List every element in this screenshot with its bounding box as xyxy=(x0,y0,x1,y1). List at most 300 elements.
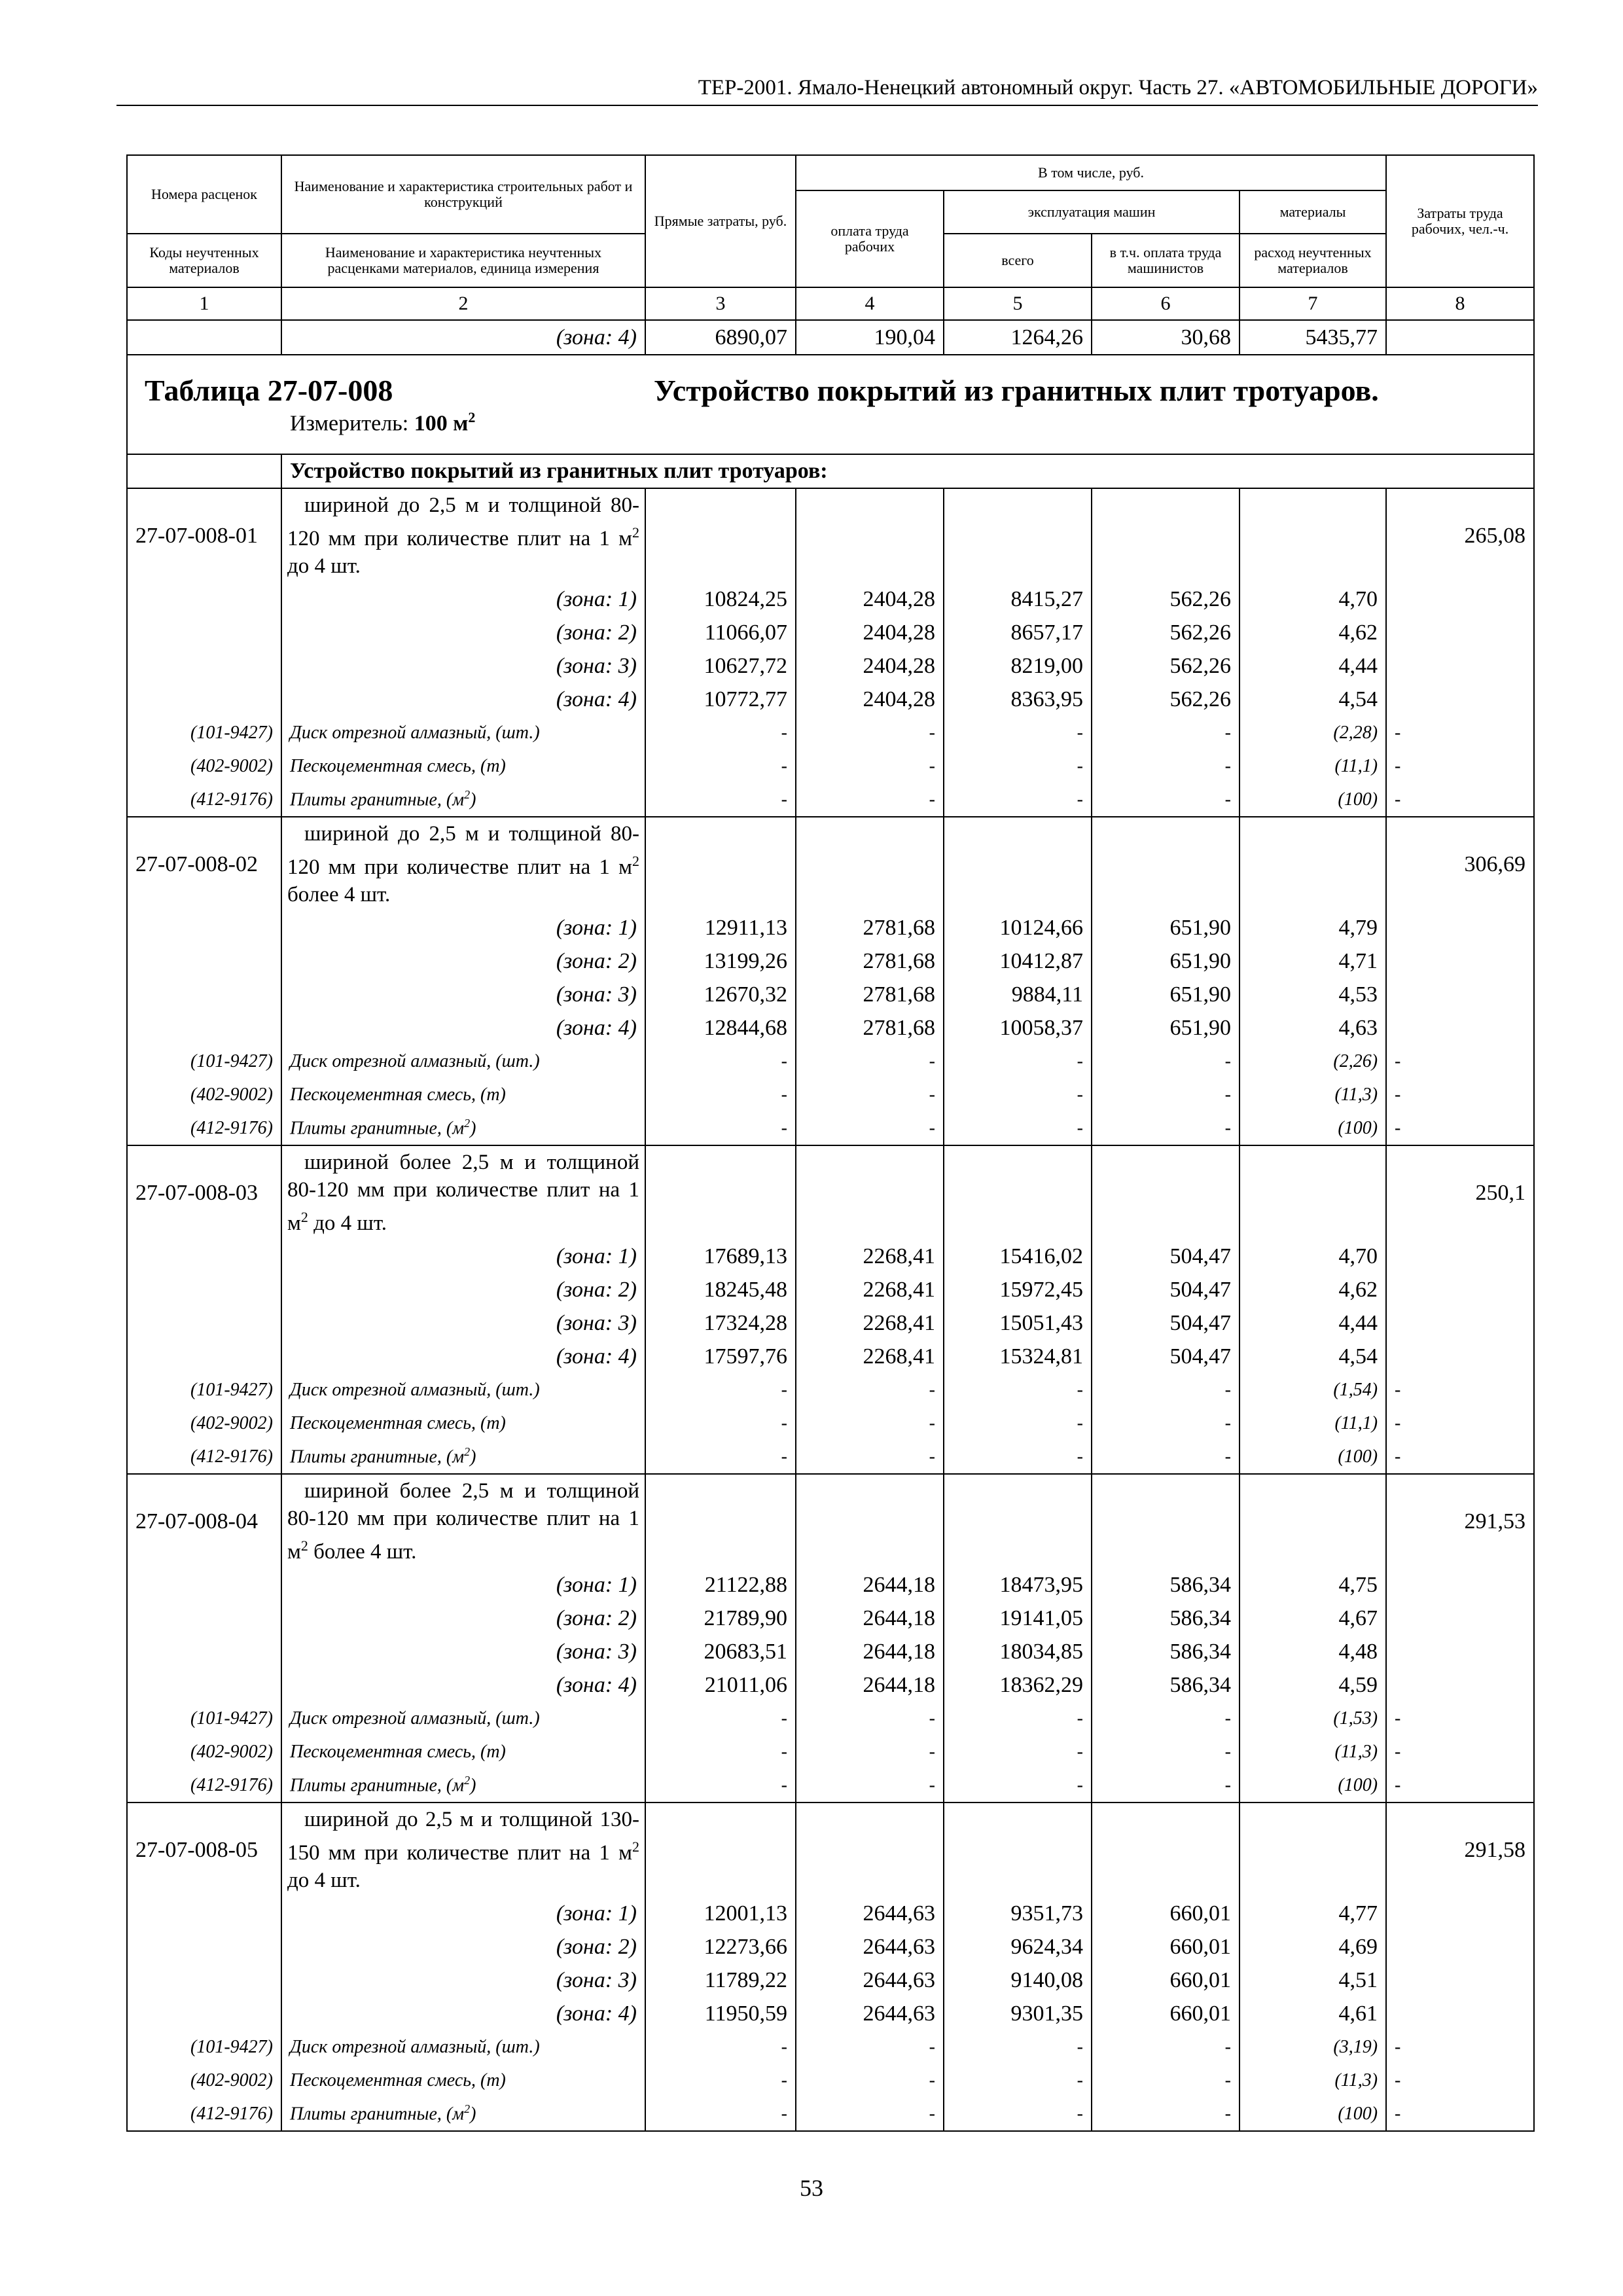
col-head-material-name: Наименование и характеристика неучтенных расценками материалов, единица измерения xyxy=(281,234,645,287)
dash-cell: - xyxy=(796,2064,944,2097)
material-name-text: ) xyxy=(470,1118,476,1139)
material-row xyxy=(127,1768,1534,1803)
empty-cell xyxy=(1092,1803,1240,1897)
labor-pay-value: 2268,41 xyxy=(796,1273,944,1306)
page-number: 53 xyxy=(800,2175,823,2201)
material-name-text: Пескоцементная смесь, (т) xyxy=(290,1741,506,1762)
material-name-text: Пескоцементная смесь, (т) xyxy=(290,1084,506,1105)
machinists-pay-value: 586,34 xyxy=(1092,1568,1240,1602)
empty-cell xyxy=(1386,1635,1534,1668)
empty-cell xyxy=(127,649,281,683)
material-name xyxy=(281,1078,645,1111)
rate-row xyxy=(127,1803,1534,1897)
material-quantity: (100) xyxy=(1240,2097,1386,2131)
labor-pay-value: 2404,28 xyxy=(796,583,944,616)
zone-label: (зона: 2) xyxy=(281,944,645,978)
empty-cell xyxy=(944,1803,1092,1897)
materials-value: 4,44 xyxy=(1240,1306,1386,1340)
empty-cell xyxy=(1386,583,1534,616)
description-text: до 4 шт. xyxy=(287,1869,361,1892)
direct-costs-value: 11066,07 xyxy=(645,616,796,649)
material-row xyxy=(127,1702,1534,1735)
empty-cell xyxy=(645,1145,796,1240)
dash-cell: - xyxy=(796,1768,944,1803)
dash-cell: - xyxy=(944,1045,1092,1078)
material-row xyxy=(127,2097,1534,2131)
labor-pay-value: 2644,18 xyxy=(796,1635,944,1668)
rate-code: 27-07-008-05 xyxy=(127,1803,281,1897)
dash-cell: - xyxy=(796,1045,944,1078)
labor-pay-value: 2781,68 xyxy=(796,944,944,978)
zone-row xyxy=(127,1668,1534,1702)
materials-value: 4,63 xyxy=(1240,1011,1386,1045)
rate-description xyxy=(281,1474,645,1568)
material-name-text: Диск отрезной алмазный, (шт.) xyxy=(290,1379,540,1400)
dash-cell: - xyxy=(944,1111,1092,1145)
material-quantity: (100) xyxy=(1240,1768,1386,1803)
dash-cell: - xyxy=(796,1440,944,1474)
zone-label: (зона: 1) xyxy=(281,1568,645,1602)
zone-label: (зона: 4) xyxy=(281,320,645,355)
dash-cell: - xyxy=(796,2030,944,2064)
table-title-cell xyxy=(127,355,1534,454)
dash-cell: - xyxy=(1386,1768,1534,1803)
zone-row xyxy=(127,683,1534,716)
dash-cell: - xyxy=(645,1111,796,1145)
machines-total-value: 9301,35 xyxy=(944,1997,1092,2030)
material-row xyxy=(127,1735,1534,1768)
machines-total-value: 18473,95 xyxy=(944,1568,1092,1602)
zone-label: (зона: 4) xyxy=(281,1340,645,1373)
material-row xyxy=(127,2030,1534,2064)
empty-cell xyxy=(1240,488,1386,583)
materials-value: 4,70 xyxy=(1240,1240,1386,1273)
dash-cell: - xyxy=(1386,716,1534,749)
machinists-pay-value: 651,90 xyxy=(1092,1011,1240,1045)
rate-description-text xyxy=(287,820,639,908)
material-quantity: (11,1) xyxy=(1240,749,1386,783)
dash-cell: - xyxy=(645,1702,796,1735)
description-sup: 2 xyxy=(632,524,639,541)
empty-cell xyxy=(796,488,944,583)
column-number: 8 xyxy=(1386,287,1534,320)
col-head-machines: эксплуатация машин xyxy=(944,190,1240,234)
machines-total-value: 9624,34 xyxy=(944,1930,1092,1964)
material-quantity: (11,3) xyxy=(1240,1735,1386,1768)
labor-hours-value: 306,69 xyxy=(1386,817,1534,911)
rate-code: 27-07-008-04 xyxy=(127,1474,281,1568)
dash-cell: - xyxy=(944,1407,1092,1440)
material-name-text: Диск отрезной алмазный, (шт.) xyxy=(290,722,540,743)
empty-cell xyxy=(1386,1897,1534,1930)
column-number: 6 xyxy=(1092,287,1240,320)
table-number: Таблица 27-07-008 xyxy=(145,373,393,407)
material-code: (402-9002) xyxy=(127,1078,281,1111)
direct-costs-value: 21122,88 xyxy=(645,1568,796,1602)
materials-value: 4,62 xyxy=(1240,1273,1386,1306)
description-sup: 2 xyxy=(632,1839,639,1855)
material-code: (412-9176) xyxy=(127,1768,281,1803)
materials-value: 4,44 xyxy=(1240,649,1386,683)
zone-row xyxy=(127,1340,1534,1373)
rate-description-text xyxy=(287,1149,639,1237)
running-header: ТЕР-2001. Ямало-Ненецкий автономный округ. Часть 27. «АВТОМОБИЛЬНЫЕ ДОРОГИ» xyxy=(116,73,1538,106)
empty-cell xyxy=(127,1240,281,1273)
zone-row xyxy=(127,583,1534,616)
rate-code: 27-07-008-03 xyxy=(127,1145,281,1240)
empty-cell xyxy=(645,488,796,583)
material-name-text: ) xyxy=(470,1775,476,1796)
materials-value: 4,79 xyxy=(1240,911,1386,944)
material-name-text: ) xyxy=(470,789,476,810)
dash-cell: - xyxy=(645,1373,796,1407)
machinists-pay-value: 660,01 xyxy=(1092,1897,1240,1930)
dash-cell: - xyxy=(645,1045,796,1078)
direct-costs-value: 11789,22 xyxy=(645,1964,796,1997)
dash-cell: - xyxy=(1386,1735,1534,1768)
material-name xyxy=(281,1440,645,1474)
rate-row xyxy=(127,488,1534,583)
empty-cell xyxy=(127,1964,281,1997)
machines-total-value: 19141,05 xyxy=(944,1602,1092,1635)
zone-row xyxy=(127,1273,1534,1306)
dash-cell: - xyxy=(645,783,796,817)
zone-label: (зона: 4) xyxy=(281,1668,645,1702)
material-name-text: Плиты гранитные, (м xyxy=(290,789,465,810)
dash-cell: - xyxy=(1386,1045,1534,1078)
material-name-text: Диск отрезной алмазный, (шт.) xyxy=(290,2036,540,2057)
empty-cell xyxy=(1386,1568,1534,1602)
empty-cell xyxy=(127,1568,281,1602)
empty-cell xyxy=(796,1145,944,1240)
empty-cell xyxy=(1386,1964,1534,1997)
direct-costs-value: 13199,26 xyxy=(645,944,796,978)
rate-row xyxy=(127,1145,1534,1240)
empty-cell xyxy=(127,911,281,944)
machinists-pay-value: 504,47 xyxy=(1092,1240,1240,1273)
column-number: 7 xyxy=(1240,287,1386,320)
direct-costs-value: 10824,25 xyxy=(645,583,796,616)
description-text: шириной более 2,5 м и толщиной 80-120 мм при количестве плит на 1 м xyxy=(287,1151,639,1235)
table-title-row xyxy=(127,355,1534,454)
previous-table-last-row xyxy=(127,320,1534,355)
header-row-1 xyxy=(127,155,1534,190)
dash-cell: - xyxy=(645,2097,796,2131)
empty-cell xyxy=(1386,1997,1534,2030)
dash-cell: - xyxy=(645,1735,796,1768)
zone-row xyxy=(127,1997,1534,2030)
empty-cell xyxy=(1386,1240,1534,1273)
dash-cell: - xyxy=(796,716,944,749)
dash-cell: - xyxy=(1092,1735,1240,1768)
material-row xyxy=(127,1111,1534,1145)
empty-cell xyxy=(1386,1306,1534,1340)
material-code: (101-9427) xyxy=(127,716,281,749)
labor-pay-value: 2268,41 xyxy=(796,1340,944,1373)
empty-cell xyxy=(127,1997,281,2030)
machines-total-value: 15972,45 xyxy=(944,1273,1092,1306)
dash-cell: - xyxy=(1092,2030,1240,2064)
zone-row xyxy=(127,1568,1534,1602)
machines-total-value: 15051,43 xyxy=(944,1306,1092,1340)
dash-cell: - xyxy=(645,2064,796,2097)
dash-cell: - xyxy=(944,2097,1092,2131)
description-text: шириной более 2,5 м и толщиной 80-120 мм при количестве плит на 1 м xyxy=(287,1479,639,1564)
column-number: 5 xyxy=(944,287,1092,320)
zone-label: (зона: 2) xyxy=(281,1602,645,1635)
labor-pay-value: 2644,18 xyxy=(796,1668,944,1702)
rate-code: 27-07-008-02 xyxy=(127,817,281,911)
empty-cell xyxy=(796,1474,944,1568)
dash-cell: - xyxy=(1092,2097,1240,2131)
col-head-materials: материалы xyxy=(1240,190,1386,234)
rate-row xyxy=(127,817,1534,911)
machines-total-value: 9884,11 xyxy=(944,978,1092,1011)
machinists-pay-value: 586,34 xyxy=(1092,1635,1240,1668)
machines-total-value: 15324,81 xyxy=(944,1340,1092,1373)
empty-cell xyxy=(796,817,944,911)
direct-costs-value: 6890,07 xyxy=(645,320,796,355)
dash-cell: - xyxy=(645,1078,796,1111)
machinists-pay-value: 504,47 xyxy=(1092,1306,1240,1340)
section-title: Устройство покрытий из гранитных плит тротуаров: xyxy=(281,454,1534,488)
dash-cell: - xyxy=(1092,2064,1240,2097)
measure-label: Измеритель: xyxy=(290,411,409,436)
dash-cell: - xyxy=(796,1735,944,1768)
material-name-sup: 2 xyxy=(464,1445,471,1459)
material-row xyxy=(127,1440,1534,1474)
machinists-pay-value: 651,90 xyxy=(1092,911,1240,944)
empty-cell xyxy=(127,1011,281,1045)
zone-label: (зона: 4) xyxy=(281,1997,645,2030)
labor-pay-value: 2644,63 xyxy=(796,1930,944,1964)
empty-cell xyxy=(944,488,1092,583)
machines-total-value: 18034,85 xyxy=(944,1635,1092,1668)
empty-cell xyxy=(1386,911,1534,944)
material-quantity: (11,3) xyxy=(1240,1078,1386,1111)
material-code: (412-9176) xyxy=(127,783,281,817)
col-head-materials-unaccounted: расход неучтенных материалов xyxy=(1240,234,1386,287)
dash-cell: - xyxy=(1386,1373,1534,1407)
material-row xyxy=(127,2064,1534,2097)
machinists-pay-value: 562,26 xyxy=(1092,583,1240,616)
dash-cell: - xyxy=(944,2064,1092,2097)
labor-pay-value: 2404,28 xyxy=(796,649,944,683)
material-row xyxy=(127,1373,1534,1407)
col-head-machines-total: всего xyxy=(944,234,1092,287)
dash-cell: - xyxy=(645,749,796,783)
description-text: шириной до 2,5 м и толщиной 130-150 мм при количестве плит на 1 м xyxy=(287,1808,639,1865)
rate-description xyxy=(281,488,645,583)
column-number: 2 xyxy=(281,287,645,320)
empty-cell xyxy=(1386,616,1534,649)
material-row xyxy=(127,783,1534,817)
empty-cell xyxy=(127,1668,281,1702)
material-code: (412-9176) xyxy=(127,1111,281,1145)
dash-cell: - xyxy=(796,783,944,817)
empty-cell xyxy=(127,454,281,488)
labor-pay-value: 2404,28 xyxy=(796,683,944,716)
dash-cell: - xyxy=(944,1440,1092,1474)
zone-label: (зона: 2) xyxy=(281,1273,645,1306)
machinists-pay-value: 586,34 xyxy=(1092,1668,1240,1702)
dash-cell: - xyxy=(944,1735,1092,1768)
direct-costs-value: 12911,13 xyxy=(645,911,796,944)
empty-cell xyxy=(127,944,281,978)
empty-cell xyxy=(796,1803,944,1897)
description-sup: 2 xyxy=(300,1209,308,1225)
description-sup: 2 xyxy=(632,853,639,869)
labor-pay-value: 2644,63 xyxy=(796,1964,944,1997)
empty-cell xyxy=(944,1474,1092,1568)
table-name: Устройство покрытий из гранитных плит тротуаров. xyxy=(654,373,1379,407)
material-name xyxy=(281,1111,645,1145)
material-name-text: Пескоцементная смесь, (т) xyxy=(290,1412,506,1433)
rate-row xyxy=(127,1474,1534,1568)
rate-code: 27-07-008-01 xyxy=(127,488,281,583)
material-quantity: (2,28) xyxy=(1240,716,1386,749)
materials-value: 4,53 xyxy=(1240,978,1386,1011)
dash-cell: - xyxy=(1092,1702,1240,1735)
zone-label: (зона: 3) xyxy=(281,1964,645,1997)
zone-label: (зона: 1) xyxy=(281,1897,645,1930)
empty-cell xyxy=(127,583,281,616)
labor-pay-value: 2781,68 xyxy=(796,1011,944,1045)
rate-description-text xyxy=(287,1806,639,1894)
dash-cell: - xyxy=(1092,1111,1240,1145)
material-name-text: Плиты гранитные, (м xyxy=(290,1446,465,1467)
direct-costs-value: 17597,76 xyxy=(645,1340,796,1373)
col-head-direct-costs: Прямые затраты, руб. xyxy=(645,155,796,287)
direct-costs-value: 12273,66 xyxy=(645,1930,796,1964)
zone-label: (зона: 2) xyxy=(281,1930,645,1964)
material-name-sup: 2 xyxy=(464,2102,471,2116)
description-sup: 2 xyxy=(300,1537,308,1554)
direct-costs-value: 11950,59 xyxy=(645,1997,796,2030)
machines-total-value: 18362,29 xyxy=(944,1668,1092,1702)
column-numbers-row xyxy=(127,287,1534,320)
dash-cell: - xyxy=(1092,1045,1240,1078)
machines-total-value: 9351,73 xyxy=(944,1897,1092,1930)
empty-cell xyxy=(944,1145,1092,1240)
machinists-pay-value: 660,01 xyxy=(1092,1964,1240,1997)
materials-value: 4,71 xyxy=(1240,944,1386,978)
dash-cell: - xyxy=(1386,1111,1534,1145)
labor-pay-value: 2781,68 xyxy=(796,911,944,944)
zone-row xyxy=(127,1635,1534,1668)
measure-sup: 2 xyxy=(468,408,476,425)
dash-cell: - xyxy=(796,1702,944,1735)
zone-row xyxy=(127,1011,1534,1045)
material-name-text: Плиты гранитные, (м xyxy=(290,1775,465,1796)
empty-cell xyxy=(1386,1602,1534,1635)
dash-cell: - xyxy=(796,1111,944,1145)
material-code: (402-9002) xyxy=(127,1735,281,1768)
material-name-text: Плиты гранитные, (м xyxy=(290,1118,465,1139)
materials-value: 4,67 xyxy=(1240,1602,1386,1635)
zone-row xyxy=(127,1964,1534,1997)
empty-cell xyxy=(1092,817,1240,911)
empty-cell xyxy=(127,320,281,355)
materials-value: 4,59 xyxy=(1240,1668,1386,1702)
dash-cell: - xyxy=(1386,749,1534,783)
machinists-pay-value: 504,47 xyxy=(1092,1340,1240,1373)
labor-pay-value: 190,04 xyxy=(796,320,944,355)
rate-description xyxy=(281,1803,645,1897)
material-name xyxy=(281,1735,645,1768)
materials-value: 4,75 xyxy=(1240,1568,1386,1602)
rate-description-text xyxy=(287,1477,639,1566)
dash-cell: - xyxy=(1092,1373,1240,1407)
labor-hours-value: 291,53 xyxy=(1386,1474,1534,1568)
material-code: (101-9427) xyxy=(127,1702,281,1735)
col-head-work-name: Наименование и характеристика строительных работ и конструкций xyxy=(281,155,645,234)
labor-pay-value: 2644,18 xyxy=(796,1568,944,1602)
empty-cell xyxy=(944,817,1092,911)
description-text: до 4 шт. xyxy=(287,554,361,578)
column-number: 1 xyxy=(127,287,281,320)
material-name xyxy=(281,1045,645,1078)
empty-cell xyxy=(127,616,281,649)
zone-label: (зона: 3) xyxy=(281,649,645,683)
empty-cell xyxy=(127,1602,281,1635)
material-name xyxy=(281,2030,645,2064)
materials-value: 5435,77 xyxy=(1240,320,1386,355)
direct-costs-value: 12001,13 xyxy=(645,1897,796,1930)
zone-label: (зона: 1) xyxy=(281,911,645,944)
machinists-pay-value: 651,90 xyxy=(1092,978,1240,1011)
material-quantity: (2,26) xyxy=(1240,1045,1386,1078)
dash-cell: - xyxy=(944,2030,1092,2064)
material-name-text: Пескоцементная смесь, (т) xyxy=(290,755,506,776)
rate-description-text xyxy=(287,492,639,580)
material-name xyxy=(281,716,645,749)
empty-cell xyxy=(1386,1273,1534,1306)
direct-costs-value: 10772,77 xyxy=(645,683,796,716)
rate-description xyxy=(281,817,645,911)
empty-cell xyxy=(1386,1340,1534,1373)
description-text: до 4 шт. xyxy=(308,1211,387,1235)
empty-cell xyxy=(1240,1803,1386,1897)
machines-total-value: 8363,95 xyxy=(944,683,1092,716)
labor-pay-value: 2644,63 xyxy=(796,1897,944,1930)
material-name-text: Диск отрезной алмазный, (шт.) xyxy=(290,1050,540,1071)
zone-label: (зона: 3) xyxy=(281,978,645,1011)
col-head-machinists-pay: в т.ч. оплата труда машинистов xyxy=(1092,234,1240,287)
materials-value: 4,62 xyxy=(1240,616,1386,649)
materials-value: 4,51 xyxy=(1240,1964,1386,1997)
material-name-sup: 2 xyxy=(464,788,471,802)
dash-cell: - xyxy=(1092,1078,1240,1111)
material-name-text: Диск отрезной алмазный, (шт.) xyxy=(290,1708,540,1729)
machines-total-value: 15416,02 xyxy=(944,1240,1092,1273)
zone-row xyxy=(127,616,1534,649)
material-code: (402-9002) xyxy=(127,1407,281,1440)
machines-total-value: 8415,27 xyxy=(944,583,1092,616)
dash-cell: - xyxy=(944,1702,1092,1735)
materials-value: 4,54 xyxy=(1240,683,1386,716)
zone-row xyxy=(127,649,1534,683)
empty-cell xyxy=(127,978,281,1011)
labor-hours-value: 250,1 xyxy=(1386,1145,1534,1240)
description-text: более 4 шт. xyxy=(308,1540,417,1564)
machinists-pay-value: 562,26 xyxy=(1092,649,1240,683)
labor-pay-value: 2404,28 xyxy=(796,616,944,649)
dash-cell: - xyxy=(1386,2064,1534,2097)
description-text: шириной до 2,5 м и толщиной 80-120 мм при количестве плит на 1 м xyxy=(287,493,639,550)
labor-hours-value: 291,58 xyxy=(1386,1803,1534,1897)
col-head-material-codes: Коды неучтенных материалов xyxy=(127,234,281,287)
